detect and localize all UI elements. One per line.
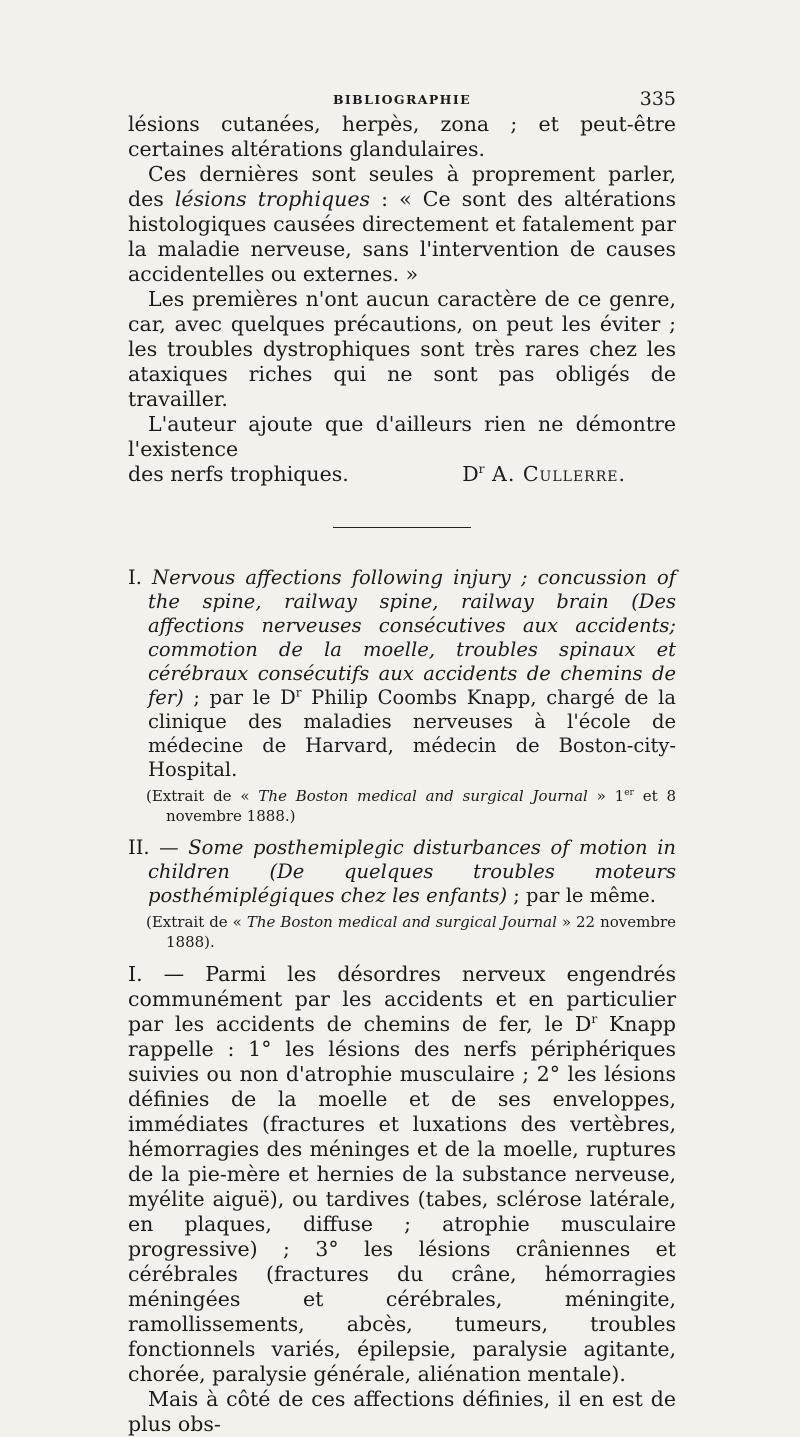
analysis-paragraph-1	[128, 962, 676, 1387]
entry-one-extract-b: » 1	[587, 787, 625, 805]
page-number: 335	[639, 88, 676, 110]
entry-one-heading	[128, 566, 676, 782]
bibliography-entry-one	[128, 566, 676, 826]
paragraph-4-line-2: des nerfs trophiques.	[128, 462, 349, 486]
analysis-p1-b: Knapp rappelle : 1° les lésions des nerfs périphériques suivies ou non d'atrophie musculaire ; 2° les lésions définies de la moelle et de ses enveloppes, immédiates (fractures et luxations des vertèbres, hémorragies des méninges et de la moelle, ruptures de la pie-mère et hernies de la substance nerveuse, myélite aiguë), ou tardives (tabes, sclérose latérale, en plaques, diffuse ; atrophie musculaire progressive) ; 3° les lésions crâniennes et cérébrales (fractures du crâne, hémorragies méningées et cérébrales, méningite, ramollissements, abcès, tumeurs, troubles fonctionnels variés, épilepsie, paralysie agitante, chorée, paralysie générale, aliénation mentale).	[128, 1012, 676, 1386]
entry-one-extract-sup: er	[624, 788, 634, 798]
running-head	[128, 88, 676, 112]
entry-one-journal: The Boston medical and surgical Journal	[258, 787, 588, 805]
analysis-paragraph-2: Mais à côté de ces affections définies, il en est de plus obs-	[128, 1387, 676, 1436]
reviewer-signature	[462, 462, 676, 487]
entry-two-journal: The Boston medical and surgical Journal	[246, 913, 557, 931]
paragraph-2	[128, 162, 676, 287]
entry-one-extract-a: (Extrait de «	[146, 787, 259, 805]
signature-sup: r	[478, 462, 485, 477]
signature-name: A. Cullerre.	[484, 462, 626, 486]
entry-two-number: II. —	[128, 836, 189, 859]
analysis-p1-sup: r	[591, 1012, 598, 1027]
book-page	[128, 88, 676, 1437]
running-title: BIBLIOGRAPHIE	[332, 92, 472, 107]
analysis-section	[128, 962, 676, 1437]
section-divider	[333, 527, 471, 528]
entry-one-extract-c: et 8 novembre 1888.)	[166, 787, 676, 825]
entry-one-extract	[128, 786, 676, 826]
entry-two-title: Some posthemiplegic disturbances of motion in children (De quelques troubles moteurs posthémiplégiques chez les enfants)	[148, 836, 676, 907]
entry-one-author-a: ; par le D	[183, 686, 296, 709]
signature-prefix: D	[462, 462, 479, 486]
paragraph-1: lésions cutanées, herpès, zona ; et peut-être certaines altérations glandulaires.	[128, 112, 676, 161]
lesions-trophiques-italic: lésions trophiques	[174, 187, 371, 211]
signature-line	[128, 462, 676, 487]
paragraph-4-line-1: L'auteur ajoute que d'ailleurs rien ne démontre l'existence	[128, 412, 676, 461]
entry-one-title: Nervous affections following injury ; concussion of the spine, railway spine, railway brain (Des affections nerveuses consécutives aux accidents; commotion de la moelle, troubles spinaux et cérébraux consécutifs aux accidents de chemins de fer)	[148, 566, 676, 709]
analysis-p1-a: I. — Parmi les désordres nerveux engendrés communément par les accidents et en particulier par les accidents de chemins de fer, le D	[128, 962, 676, 1036]
review-end	[128, 112, 676, 487]
bibliography-entry-two	[128, 836, 676, 952]
entry-two-extract	[128, 912, 676, 952]
entry-one-author-b: Philip Coombs Knapp, chargé de la clinique des maladies nerveuses à l'école de médecine de Harvard, médecin de Boston-city-Hospital.	[148, 686, 676, 781]
entry-one-author-sup: r	[295, 685, 302, 700]
paragraph-3: Les premières n'ont aucun caractère de ce genre, car, avec quelques précautions, on peut les éviter ; les troubles dystrophiques sont très rares chez les ataxiques riches qui ne sont pas obligés de travailler.	[128, 287, 676, 411]
paragraph-2-text-b: : « Ce sont des altérations histologiques causées directement et fatalement par la maladie nerveuse, sans l'intervention de causes accidentelles ou externes. »	[128, 187, 676, 286]
entry-two-author: ; par le même.	[507, 884, 656, 907]
entry-one-number: I.	[128, 566, 153, 589]
entry-two-extract-b: » 22 novembre 1888).	[166, 913, 676, 951]
entry-two-heading	[128, 836, 676, 908]
entry-two-extract-a: (Extrait de «	[146, 913, 247, 931]
paragraph-2-text-a: Ces dernières sont seules à proprement parler, des	[128, 162, 676, 211]
